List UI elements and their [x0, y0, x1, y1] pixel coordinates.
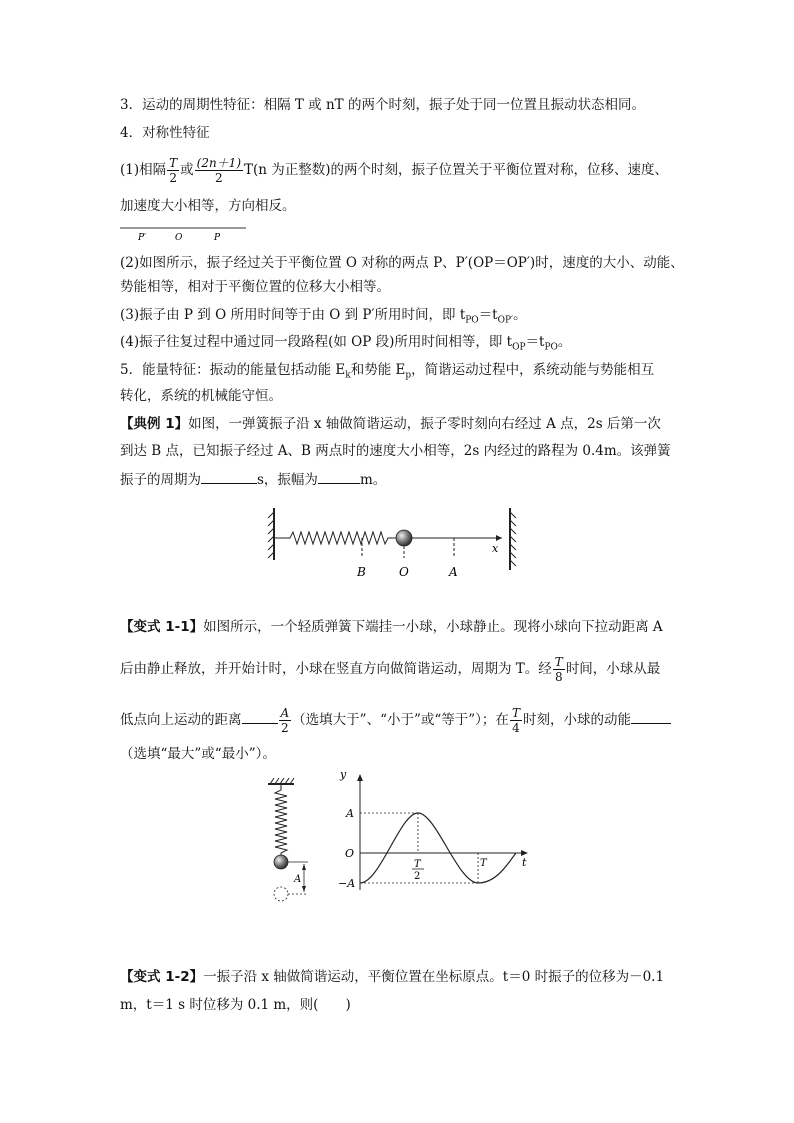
- fraction-t-over-8: $\frac{T}{8}$: [554, 655, 563, 684]
- subscript: PO: [465, 315, 479, 326]
- text-segment: 时间，小球从最: [565, 661, 661, 677]
- example-1-line-2: 到达 B 点，已知振子经过 A、B 两点时的速度大小相等，2s 内经过的路程为 0.4m。该弹簧: [120, 443, 671, 459]
- label-neg-a: −A: [338, 877, 356, 890]
- label-x: x: [492, 542, 499, 555]
- variant-tag: 【变式 1-2】: [120, 969, 204, 985]
- text-segment: 。: [513, 307, 527, 323]
- label-o: O: [399, 565, 409, 579]
- label-t-half-den: 2: [414, 871, 421, 882]
- text-segment: 和势能 E: [350, 362, 406, 378]
- vertical-spring-coil: [275, 784, 287, 856]
- text-segment: (3)振子由 P 到 O 所用时间等于由 O 到 P′所用时间，即 t: [120, 307, 466, 323]
- text-segment: 振子的周期为: [120, 472, 201, 488]
- label-t-full: T: [480, 858, 487, 869]
- symmetry-item-2: (2)如图所示，振子经过关于平衡位置 O 对称的两点 P、P′(OP＝OP′)时，速度的大小、动能、: [120, 255, 684, 271]
- symmetry-item-3: [120, 306, 527, 330]
- fraction-t-over-4: $\frac{T}{4}$: [511, 706, 520, 735]
- sine-curve: [360, 813, 516, 883]
- text-segment: ＝t: [525, 334, 545, 350]
- hanging-ball: [274, 855, 288, 869]
- vertical-spring-figure: [262, 776, 322, 906]
- label-y: y: [340, 770, 347, 781]
- mini-axis-diagram: [118, 222, 248, 244]
- spring-oscillator-figure: [264, 504, 520, 584]
- label-o: O: [175, 233, 183, 243]
- example-tag: 【典例 1】: [120, 416, 189, 432]
- answer-blank-distance[interactable]: [242, 709, 278, 724]
- variant-tag: 【变式 1-1】: [120, 619, 204, 635]
- label-a: A: [346, 807, 354, 820]
- symmetry-item-4: [120, 333, 571, 357]
- label-t-half-num: T: [414, 859, 421, 870]
- text-segment: m。: [359, 472, 387, 488]
- fraction-a-over-2: $\frac{A}{2}$: [280, 706, 290, 735]
- text-segment: 时刻，小球的动能: [522, 712, 631, 728]
- paragraph-energy: [120, 361, 654, 385]
- variant-1-2-line-2: m，t＝1 s 时位移为 0.1 m，则( ): [120, 997, 351, 1013]
- spring-coil: [274, 532, 396, 544]
- answer-blank-period[interactable]: [201, 469, 257, 484]
- paragraph-periodicity: 3．运动的周期性特征：相隔 T 或 nT 的两个时刻，振子处于同一位置且振动状态相同。: [120, 97, 645, 113]
- variant-1-1-line-4: （选填“最大”或“最小”）。: [120, 746, 276, 762]
- label-o: O: [345, 847, 355, 860]
- subscript: p: [405, 370, 412, 381]
- text-segment: 后由静止释放，并开始计时，小球在竖直方向做简谐运动，周期为 T。经: [120, 661, 552, 677]
- text-segment: ，简谐运动过程中，系统动能与势能相互: [411, 362, 655, 378]
- fraction-t-over-2: $\frac{T}{2}$: [169, 156, 178, 185]
- text-segment: (4)振子往复过程中通过同一段路程(如 OP 段)所用时间相等，即 t: [120, 334, 513, 350]
- text-segment: （选填大于”、“小于”或“等于”）；在: [292, 712, 509, 728]
- subscript: k: [345, 370, 351, 381]
- subscript: PO: [544, 342, 558, 353]
- symmetry-item-2-cont: 势能相等，相对于平衡位置的位移大小相等。: [120, 279, 390, 295]
- text-segment: ＝t: [478, 307, 498, 323]
- text-segment: 或: [180, 162, 194, 178]
- fraction-2n-plus-1-over-2: $\frac{(2n+1)}{2}$: [196, 156, 242, 185]
- symmetry-item-1-cont: 加速度大小相等，方向相反。: [120, 198, 296, 214]
- text-segment: 如图，一弹簧振子沿 x 轴做简谐运动，振子零时刻向右经过 A 点，2s 后第一次: [188, 416, 661, 432]
- subscript: OP′: [497, 315, 514, 326]
- text-segment: 低点向上运动的距离: [120, 712, 242, 728]
- oscillator-ball: [396, 530, 412, 546]
- variant-1-1-line-3: [120, 703, 671, 737]
- text-segment: 如图所示，一个轻质弹簧下端挂一小球，小球静止。现将小球向下拉动距离 A: [203, 619, 663, 635]
- displacement-time-graph: [330, 770, 540, 896]
- answer-blank-amplitude[interactable]: [318, 469, 360, 484]
- label-b: B: [357, 565, 366, 579]
- text-segment: 一振子沿 x 轴做简谐运动，平衡位置在坐标原点。t＝0 时振子的位移为－0.1: [203, 969, 665, 985]
- symmetry-item-1: [120, 153, 668, 187]
- text-segment: (1)相隔: [120, 162, 167, 178]
- label-p-prime: P′: [138, 233, 147, 243]
- text-segment: 5．能量特征：振动的能量包括动能 E: [120, 362, 346, 378]
- example-1-line-1: [120, 415, 661, 433]
- paragraph-energy-cont: 转化，系统的机械能守恒。: [120, 388, 282, 404]
- label-p: P: [214, 233, 221, 243]
- label-t: t: [522, 856, 527, 869]
- answer-blank-kinetic-energy[interactable]: [631, 709, 671, 724]
- displaced-ball-outline: [274, 887, 288, 901]
- variant-1-2-line-1: [120, 968, 664, 986]
- example-1-line-3: [120, 469, 386, 489]
- variant-1-1-line-2: [120, 652, 660, 686]
- text-segment: s，振幅为: [257, 472, 318, 488]
- text-segment: T(n 为正整数)的两个时刻，振子位置关于平衡位置对称，位移、速度、: [244, 162, 669, 178]
- variant-1-1-line-1: [120, 618, 663, 636]
- x-axis-arrow: [496, 535, 502, 541]
- text-segment: 。: [557, 334, 572, 350]
- label-a: A: [449, 565, 458, 579]
- heading-symmetry: 4．对称性特征: [120, 125, 210, 141]
- subscript: OP: [512, 342, 526, 353]
- label-spring-a: A: [294, 874, 302, 885]
